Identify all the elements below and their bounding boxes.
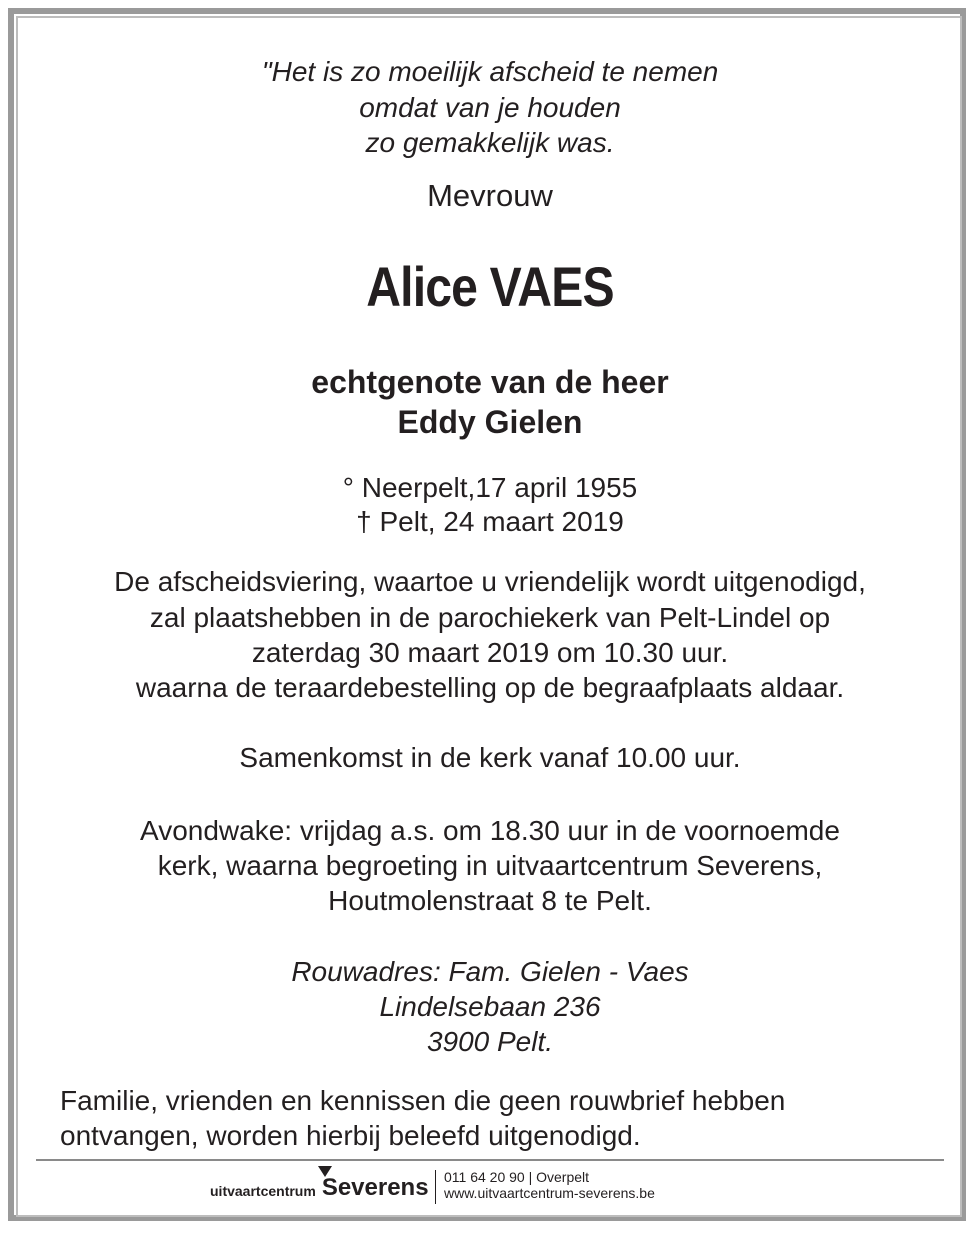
honorific: Mevrouw	[427, 178, 553, 213]
wake-line-3: Houtmolenstraat 8 te Pelt.	[328, 885, 652, 916]
quote-line-3: zo gemakkelijk was.	[365, 127, 615, 158]
footer-divider	[435, 1170, 436, 1204]
ceremony-line-1: De afscheidsviering, waartoe u vriendelijk wordt uitgenodigd,	[114, 566, 866, 597]
footer-rule	[36, 1159, 944, 1161]
gathering-text: Samenkomst in de kerk vanaf 10.00 uur.	[239, 742, 741, 773]
address-line-1: Rouwadres: Fam. Gielen - Vaes	[291, 956, 689, 987]
address-line-2: Lindelsebaan 236	[379, 991, 601, 1022]
ceremony-line-4: waarna de teraardebestelling op de begraafplaats aldaar.	[135, 672, 845, 703]
spouse-relation: echtgenote van de heer	[311, 364, 669, 400]
death-date: † Pelt, 24 maart 2019	[356, 506, 624, 537]
invitation-line-1: Familie, vrienden en kennissen die geen rouwbrief hebben	[60, 1085, 786, 1116]
footer-phone-location: 011 64 20 90 | Overpelt	[444, 1169, 590, 1185]
address-line-3: 3900 Pelt.	[426, 1026, 554, 1057]
deceased-name: Alice VAES	[366, 255, 614, 318]
spouse-name: Eddy Gielen	[397, 404, 583, 440]
footer-contact	[444, 1169, 655, 1201]
logo-prefix: uitvaartcentrum	[210, 1183, 316, 1199]
wake-line-2: kerk, waarna begroeting in uitvaartcentrum Severens,	[157, 850, 823, 881]
birth-date: ° Neerpelt,17 april 1955	[342, 472, 638, 503]
ceremony-line-2: zal plaatshebben in de parochiekerk van Pelt-Lindel op	[149, 602, 831, 633]
wake-line-1: Avondwake: vrijdag a.s. om 18.30 uur in de voornoemde	[140, 815, 840, 846]
ceremony-line-3: zaterdag 30 maart 2019 om 10.30 uur.	[251, 637, 729, 668]
quote-line-2: omdat van je houden	[359, 92, 621, 123]
invitation-line-2: ontvangen, worden hierbij beleefd uitgenodigd.	[60, 1120, 641, 1151]
footer-website: www.uitvaartcentrum-severens.be	[444, 1185, 655, 1201]
funeral-home-logo	[210, 1166, 429, 1206]
logo-triangle-icon	[318, 1166, 332, 1177]
quote-line-1: "Het is zo moeilijk afscheid te nemen	[261, 56, 719, 87]
logo-name: Severens	[321, 1174, 429, 1201]
